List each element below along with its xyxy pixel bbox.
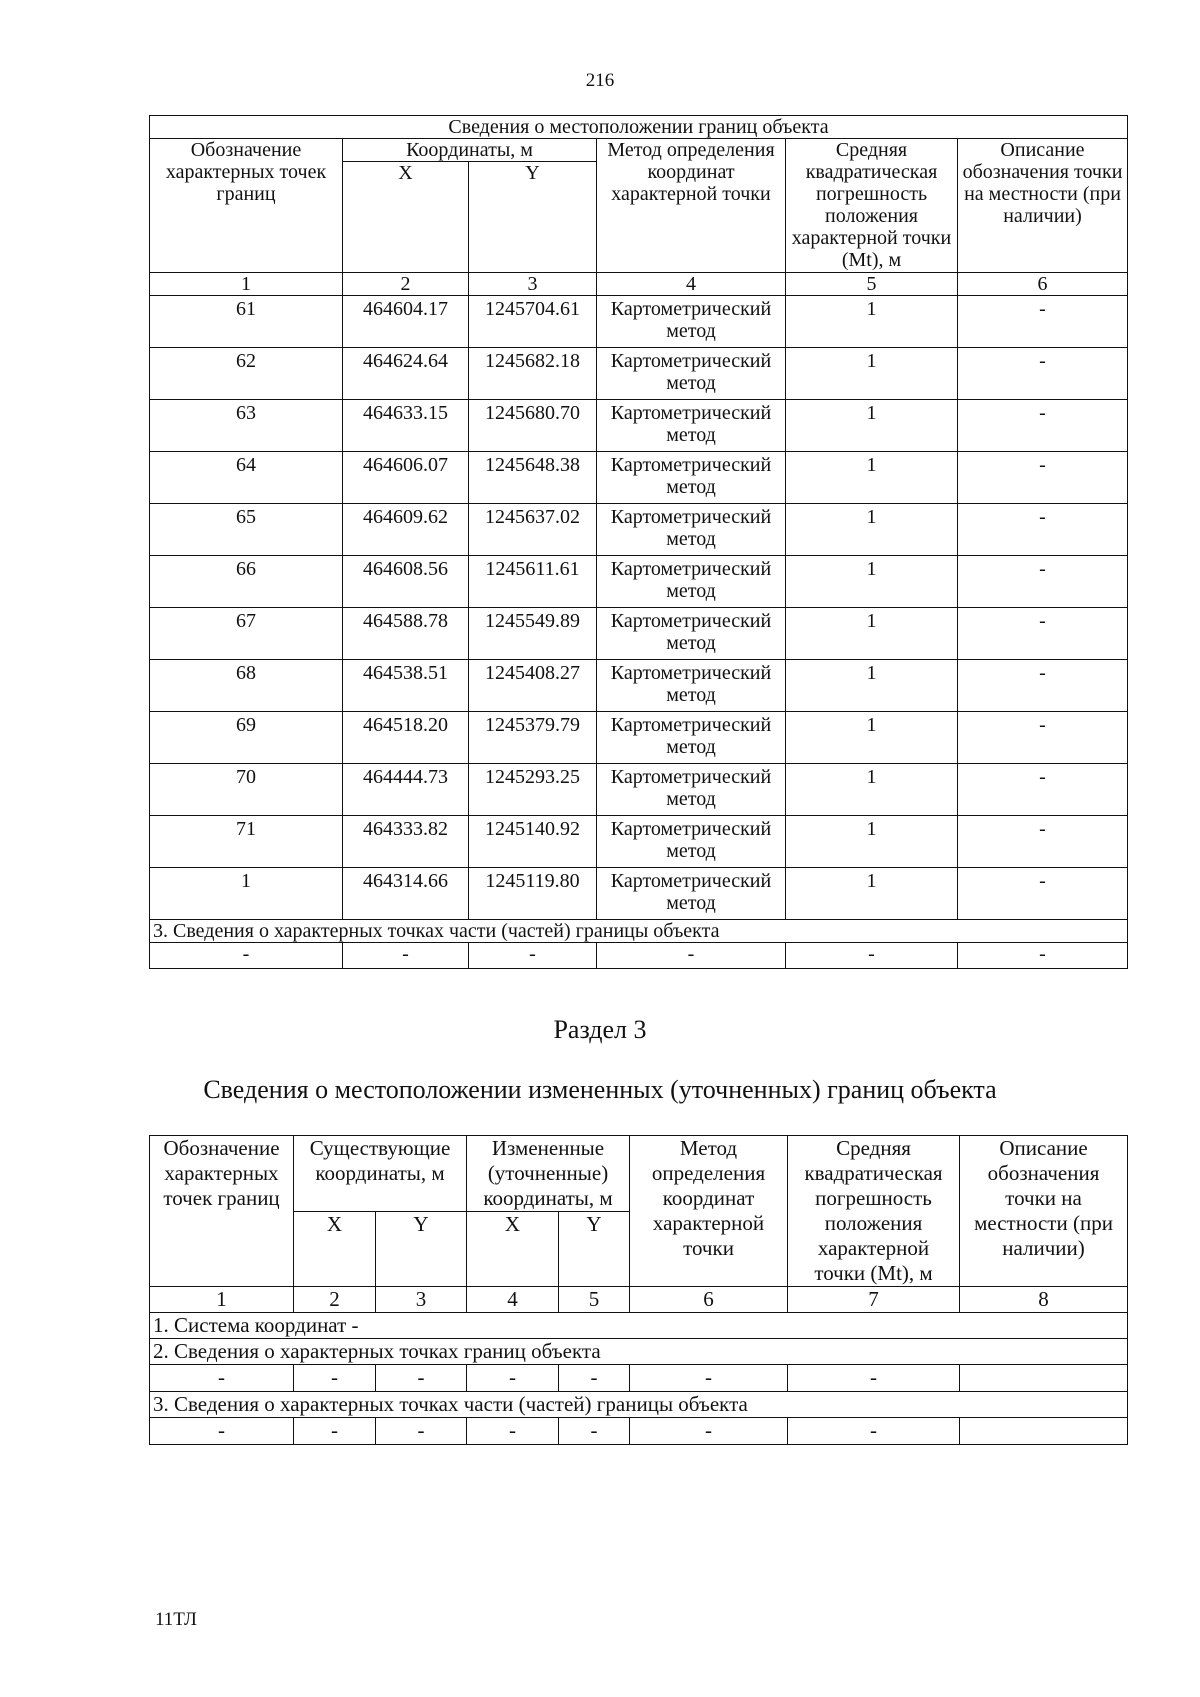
cell-x: 464314.66 bbox=[343, 868, 469, 920]
column-number-cell: 6 bbox=[958, 273, 1128, 296]
cell-error: 1 bbox=[786, 712, 958, 764]
column-numbers-row bbox=[150, 273, 1128, 296]
cell-error: 1 bbox=[786, 452, 958, 504]
header-existing-coords: Существующие координаты, м bbox=[294, 1136, 467, 1212]
header-y-changed: Y bbox=[559, 1212, 630, 1287]
cell-desc: - bbox=[958, 608, 1128, 660]
cell-y: 1245549.89 bbox=[469, 608, 597, 660]
cell-error: 1 bbox=[786, 296, 958, 348]
cell-method: Картометрический метод bbox=[597, 296, 786, 348]
part-cell: - bbox=[788, 1418, 960, 1445]
cell-desc: - bbox=[958, 504, 1128, 556]
cell-method: Картометрический метод bbox=[597, 660, 786, 712]
part-cell: - bbox=[786, 943, 958, 969]
table-row bbox=[150, 764, 1128, 816]
cell-x: 464604.17 bbox=[343, 296, 469, 348]
header-x-changed: X bbox=[467, 1212, 559, 1287]
part-cell: - bbox=[559, 1418, 630, 1445]
boundary-cell: - bbox=[788, 1365, 960, 1392]
column-numbers-row bbox=[150, 1287, 1128, 1313]
part-cell: - bbox=[343, 943, 469, 969]
cell-x: 464624.64 bbox=[343, 348, 469, 400]
cell-method: Картометрический метод bbox=[597, 816, 786, 868]
cell-desc: - bbox=[958, 764, 1128, 816]
header-x: X bbox=[343, 162, 469, 273]
cell-desc: - bbox=[958, 816, 1128, 868]
cell-y: 1245680.70 bbox=[469, 400, 597, 452]
part-row bbox=[150, 943, 1128, 969]
header-point: Обозначение характерных точек границ bbox=[150, 1136, 294, 1287]
part-section-label: 3. Сведения о характерных точках части (частей) границы объекта bbox=[150, 1392, 1128, 1418]
boundary-row bbox=[150, 1365, 1128, 1392]
column-number-cell: 4 bbox=[467, 1287, 559, 1313]
cell-point: 63 bbox=[150, 400, 343, 452]
part-cell: - bbox=[469, 943, 597, 969]
part-cell: - bbox=[630, 1418, 788, 1445]
cell-point: 1 bbox=[150, 868, 343, 920]
cell-error: 1 bbox=[786, 504, 958, 556]
cell-point: 62 bbox=[150, 348, 343, 400]
boundary-cell bbox=[960, 1365, 1128, 1392]
cell-error: 1 bbox=[786, 556, 958, 608]
cell-y: 1245682.18 bbox=[469, 348, 597, 400]
boundary-cell: - bbox=[559, 1365, 630, 1392]
cell-y: 1245408.27 bbox=[469, 660, 597, 712]
cell-desc: - bbox=[958, 660, 1128, 712]
header-coords: Координаты, м bbox=[343, 139, 597, 162]
column-number-cell: 3 bbox=[469, 273, 597, 296]
cell-method: Картометрический метод bbox=[597, 504, 786, 556]
table-row bbox=[150, 556, 1128, 608]
cell-y: 1245379.79 bbox=[469, 712, 597, 764]
cell-error: 1 bbox=[786, 868, 958, 920]
cell-point: 71 bbox=[150, 816, 343, 868]
page-number: 216 bbox=[585, 70, 615, 91]
column-number-cell: 1 bbox=[150, 273, 343, 296]
cell-error: 1 bbox=[786, 764, 958, 816]
boundary-section-label: 2. Сведения о характерных точках границ объекта bbox=[150, 1339, 1128, 1365]
table-row bbox=[150, 400, 1128, 452]
cell-x: 464588.78 bbox=[343, 608, 469, 660]
section-title: Раздел 3 bbox=[553, 1015, 647, 1044]
header-x-existing: X bbox=[294, 1212, 376, 1287]
column-number-cell: 2 bbox=[343, 273, 469, 296]
part-cell: - bbox=[467, 1418, 559, 1445]
cell-point: 64 bbox=[150, 452, 343, 504]
part-cell: - bbox=[150, 1418, 294, 1445]
table-row bbox=[150, 348, 1128, 400]
part-cell: - bbox=[376, 1418, 467, 1445]
cell-method: Картометрический метод bbox=[597, 764, 786, 816]
cell-y: 1245704.61 bbox=[469, 296, 597, 348]
cell-x: 464333.82 bbox=[343, 816, 469, 868]
header-y: Y bbox=[469, 162, 597, 273]
document-code: 11ТЛ bbox=[155, 1609, 197, 1630]
cell-method: Картометрический метод bbox=[597, 712, 786, 764]
boundary-cell: - bbox=[150, 1365, 294, 1392]
cell-x: 464538.51 bbox=[343, 660, 469, 712]
part-cell: - bbox=[150, 943, 343, 969]
header-description: Описание обозначения точки на местности (при наличии) bbox=[960, 1136, 1128, 1287]
column-number-cell: 2 bbox=[294, 1287, 376, 1313]
cell-x: 464444.73 bbox=[343, 764, 469, 816]
cell-method: Картометрический метод bbox=[597, 608, 786, 660]
cell-point: 65 bbox=[150, 504, 343, 556]
section-subtitle: Сведения о местоположении измененных (уточненных) границ объекта bbox=[203, 1075, 997, 1104]
part-section-label: 3. Сведения о характерных точках части (частей) границы объекта bbox=[150, 920, 1128, 943]
table-row bbox=[150, 296, 1128, 348]
part-cell: - bbox=[597, 943, 786, 969]
cell-y: 1245611.61 bbox=[469, 556, 597, 608]
cell-desc: - bbox=[958, 868, 1128, 920]
part-row bbox=[150, 1418, 1128, 1445]
table-row bbox=[150, 608, 1128, 660]
cell-desc: - bbox=[958, 712, 1128, 764]
boundary-cell: - bbox=[467, 1365, 559, 1392]
cell-error: 1 bbox=[786, 400, 958, 452]
table-row bbox=[150, 452, 1128, 504]
cell-method: Картометрический метод bbox=[597, 556, 786, 608]
boundaries-table bbox=[149, 115, 1128, 969]
column-number-cell: 7 bbox=[788, 1287, 960, 1313]
cell-point: 68 bbox=[150, 660, 343, 712]
header-method: Метод определения координат характерной точки bbox=[630, 1136, 788, 1287]
cell-x: 464609.62 bbox=[343, 504, 469, 556]
boundary-cell: - bbox=[376, 1365, 467, 1392]
cell-desc: - bbox=[958, 556, 1128, 608]
part-cell: - bbox=[958, 943, 1128, 969]
cell-point: 69 bbox=[150, 712, 343, 764]
cell-method: Картометрический метод bbox=[597, 400, 786, 452]
cell-y: 1245140.92 bbox=[469, 816, 597, 868]
cell-x: 464606.07 bbox=[343, 452, 469, 504]
column-number-cell: 6 bbox=[630, 1287, 788, 1313]
header-y-existing: Y bbox=[376, 1212, 467, 1287]
column-number-cell: 5 bbox=[786, 273, 958, 296]
cell-method: Картометрический метод bbox=[597, 868, 786, 920]
table-row bbox=[150, 816, 1128, 868]
part-cell: - bbox=[294, 1418, 376, 1445]
header-error: Средняя квадратическая погрешность положения характерной точки (Mt), м bbox=[788, 1136, 960, 1287]
table-body bbox=[150, 296, 1128, 920]
boundary-cell: - bbox=[294, 1365, 376, 1392]
column-number-cell: 5 bbox=[559, 1287, 630, 1313]
table-row bbox=[150, 504, 1128, 556]
table-caption: Сведения о местоположении границ объекта bbox=[150, 116, 1128, 139]
header-description: Описание обозначения точки на местности (при наличии) bbox=[958, 139, 1128, 273]
table-row bbox=[150, 712, 1128, 764]
cell-desc: - bbox=[958, 348, 1128, 400]
header-point: Обозначение характерных точек границ bbox=[150, 139, 343, 273]
header-error: Средняя квадратическая погрешность положения характерной точки (Mt), м bbox=[786, 139, 958, 273]
cell-x: 464633.15 bbox=[343, 400, 469, 452]
cell-y: 1245293.25 bbox=[469, 764, 597, 816]
table-row bbox=[150, 868, 1128, 920]
cell-point: 67 bbox=[150, 608, 343, 660]
cell-error: 1 bbox=[786, 660, 958, 712]
changed-boundaries-table bbox=[149, 1135, 1128, 1445]
column-number-cell: 4 bbox=[597, 273, 786, 296]
table-row bbox=[150, 660, 1128, 712]
cell-error: 1 bbox=[786, 608, 958, 660]
column-number-cell: 8 bbox=[960, 1287, 1128, 1313]
header-method: Метод определения координат характерной точки bbox=[597, 139, 786, 273]
cell-point: 61 bbox=[150, 296, 343, 348]
cell-x: 464518.20 bbox=[343, 712, 469, 764]
boundary-cell: - bbox=[630, 1365, 788, 1392]
cell-desc: - bbox=[958, 400, 1128, 452]
cell-y: 1245648.38 bbox=[469, 452, 597, 504]
part-cell bbox=[960, 1418, 1128, 1445]
cell-y: 1245119.80 bbox=[469, 868, 597, 920]
coord-system-label: 1. Система координат - bbox=[150, 1313, 1128, 1339]
cell-point: 70 bbox=[150, 764, 343, 816]
column-number-cell: 1 bbox=[150, 1287, 294, 1313]
cell-y: 1245637.02 bbox=[469, 504, 597, 556]
cell-error: 1 bbox=[786, 816, 958, 868]
cell-x: 464608.56 bbox=[343, 556, 469, 608]
cell-method: Картометрический метод bbox=[597, 452, 786, 504]
cell-desc: - bbox=[958, 452, 1128, 504]
column-number-cell: 3 bbox=[376, 1287, 467, 1313]
cell-method: Картометрический метод bbox=[597, 348, 786, 400]
cell-desc: - bbox=[958, 296, 1128, 348]
header-changed-coords: Измененные (уточненные) координаты, м bbox=[467, 1136, 630, 1212]
cell-point: 66 bbox=[150, 556, 343, 608]
cell-error: 1 bbox=[786, 348, 958, 400]
